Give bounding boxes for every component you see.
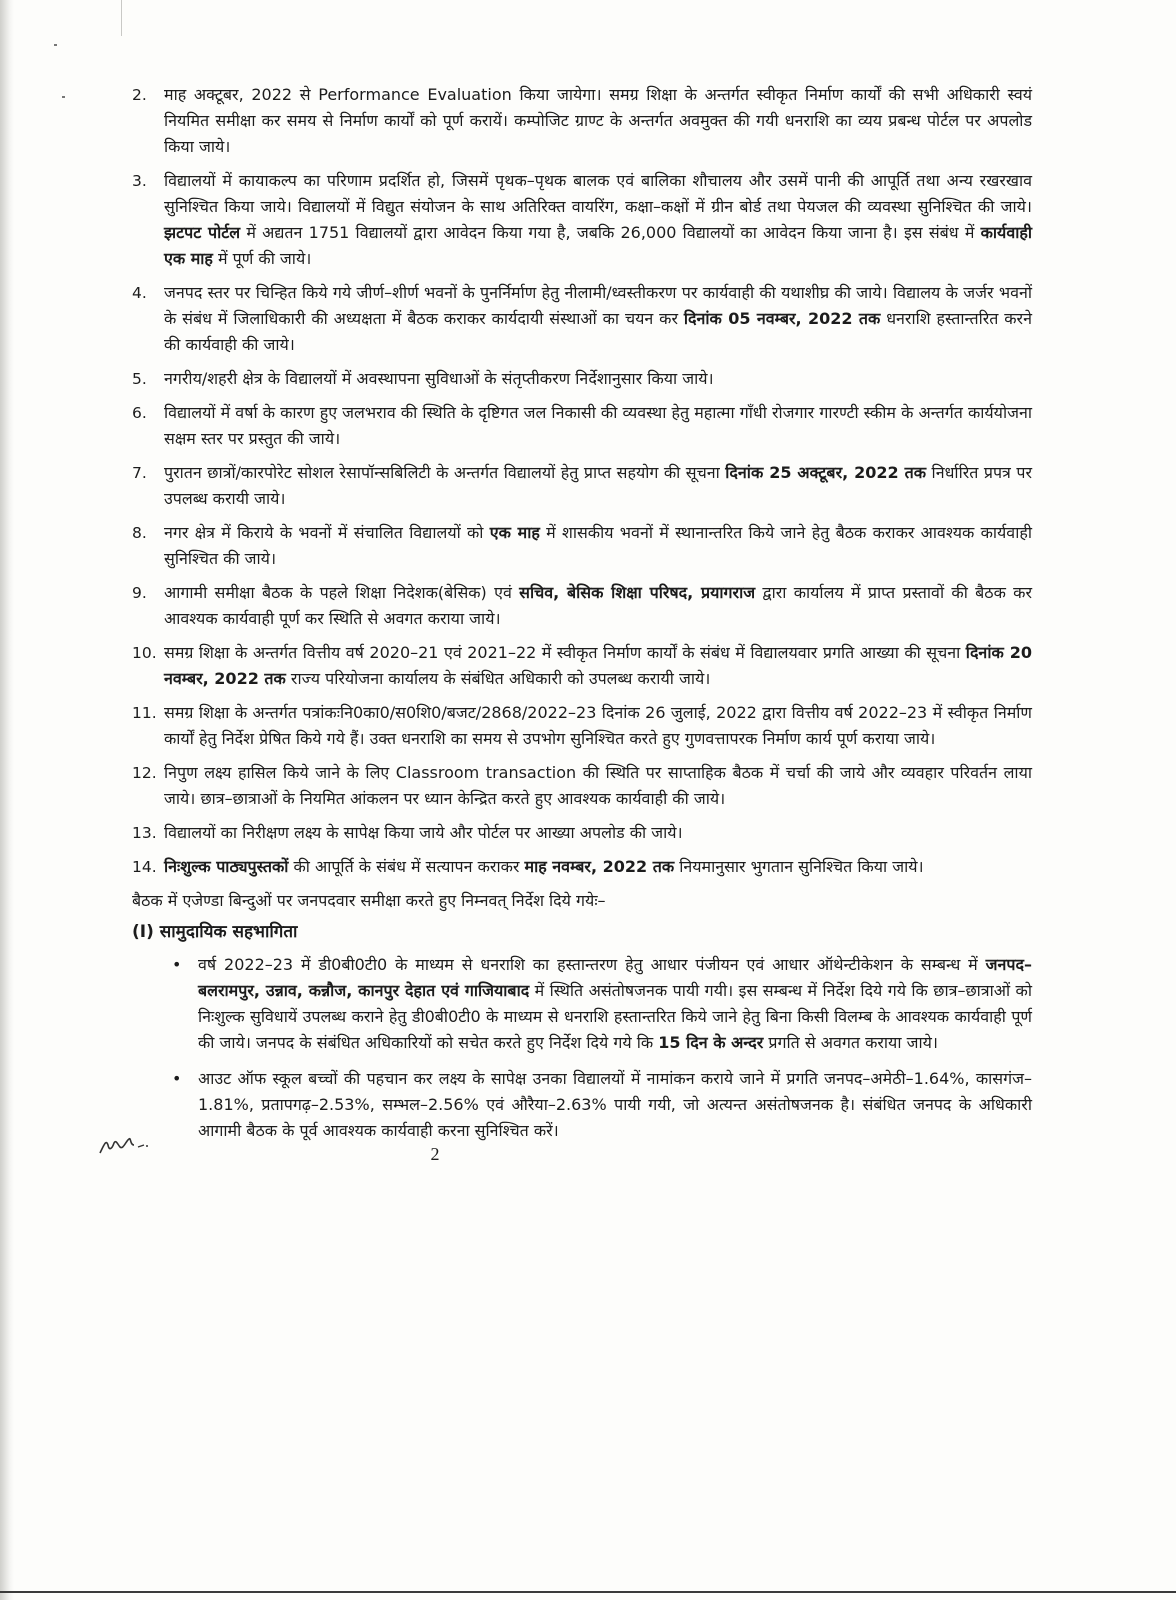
- text-run: में स्थिति असंतोषजनक पायी गयी। इस सम्बन्ध में निर्देश दिये गये कि छात्र–छात्राओं को निःशुल्क सुविधायें उपलब्ध कराने हेतु डी0बी0टी0 के माध्यम से धनराशि हस्तान्तरित किये जाने हेतु बिना किसी विलम्ब के आवश्यक कार्यवाही पूर्ण की जाये। जनपद के संबंधित अधिकारियों को सचेत करते हुए निर्देश दिये गये कि: [198, 981, 1032, 1052]
- text-run: वर्ष 2022–23 में डी0बी0टी0 के माध्यम से धनराशि का हस्तान्तरण हेतु आधार पंजीयन एवं आधार ऑथेन्टीकेशन के सम्बन्ध में: [198, 955, 986, 974]
- bold-text: एक माह: [489, 523, 540, 542]
- item-text: [164, 580, 1032, 632]
- text-run: राज्य परियोजना कार्यालय के संबंधित अधिकारी को उपलब्ध करायी जाये।: [285, 669, 711, 688]
- text-run: नियमानुसार भुगतान सुनिश्चित किया जाये।: [674, 857, 924, 876]
- text-run: निर्धारित प्रपत्र पर उपलब्ध करायी जाये।: [164, 463, 1032, 508]
- text-run: विद्यालयों में वर्षा के कारण हुए जलभराव की स्थिति के दृष्टिगत जल निकासी की व्यवस्था हेतु महात्मा गाँधी रोजगार गारण्टी स्कीम के अन्तर्गत कार्ययोजना सक्षम स्तर पर प्रस्तुत की जाये।: [164, 403, 1032, 448]
- text-run: विद्यालयों में कायाकल्प का परिणाम प्रदर्शित हो, जिसमें पृथक–पृथक बालक एवं बालिका शौचालय और उसमें पानी की आपूर्ति तथा अन्य रखरखाव सुनिश्चित किया जाये। विद्यालयों में विद्युत संयोजन के साथ अतिरिक्त वायरिंग, कक्षा–कक्षों में ग्रीन बोर्ड तथा पेयजल की व्यवस्था सुनिश्चित की जाये।: [164, 171, 1032, 216]
- text-run: माह अक्टूबर, 2022 से Performance Evaluation किया जायेगा। समग्र शिक्षा के अन्तर्गत स्वीकृत निर्माण कार्यों की सभी अधिकारी स्वयं नियमित समीक्षा कर समय से निर्माण कार्यों को पूर्ण करायें। कम्पोजिट ग्राण्ट के अन्तर्गत अवमुक्त की गयी धनराशि का व्यय प्रबन्ध पोर्टल पर अपलोड किया जाये।: [164, 85, 1032, 156]
- text-run: निपुण लक्ष्य हासिल किये जाने के लिए Classroom transaction की स्थिति पर साप्ताहिक बैठक में चर्चा की जाये और व्यवहार परिवर्तन लाया जाये। छात्र–छात्राओं के नियमित आंकलन पर ध्यान केन्द्रित करते हुए आवश्यक कार्यवाही की जाये।: [164, 763, 1032, 808]
- item-text: [164, 700, 1032, 752]
- bullet-text: [198, 952, 1032, 1056]
- directive-list: [132, 82, 1032, 880]
- list-item: [132, 168, 1032, 272]
- item-number: 2.: [132, 86, 147, 104]
- list-item: [132, 580, 1032, 632]
- list-item: [132, 854, 1032, 880]
- item-number: 3.: [132, 172, 147, 190]
- bold-text: सचिव, बेसिक शिक्षा परिषद, प्रयागराज: [519, 583, 756, 602]
- bold-text: झटपट पोर्टल: [164, 223, 241, 242]
- list-item: [132, 460, 1032, 512]
- item-text: [164, 366, 1032, 392]
- item-number: 12.: [132, 764, 157, 782]
- bold-text: दिनांक 05 नवम्बर, 2022 तक: [683, 309, 881, 328]
- list-item: [132, 400, 1032, 452]
- text-run: समग्र शिक्षा के अन्तर्गत वित्तीय वर्ष 2020–21 एवं 2021–22 में स्वीकृत निर्माण कार्यों के संबंध में विद्यालयवार प्रगति आख्या की सूचना: [164, 643, 966, 662]
- agenda-intro: बैठक में एजेण्डा बिन्दुओं पर जनपदवार समीक्षा करते हुए निम्नवत् निर्देश दिये गयेः–: [132, 891, 606, 910]
- item-number: 9.: [132, 584, 147, 602]
- text-run: जनपद स्तर पर चिन्हित किये गये जीर्ण–शीर्ण भवनों के पुनर्निर्माण हेतु नीलामी/ध्वस्तीकरण पर कार्यवाही की यथाशीघ्र की जाये। विद्यालय के जर्जर भवनों के संबंध में जिलाधिकारी की अध्यक्षता में बैठक कराकर कार्यदायी संस्थाओं का चयन कर: [164, 283, 1032, 328]
- list-item: [132, 640, 1032, 692]
- bold-text: माह नवम्बर, 2022 तक: [524, 857, 675, 876]
- bullet-list: [132, 952, 1032, 1144]
- list-item: [132, 280, 1032, 358]
- item-number: 7.: [132, 464, 147, 482]
- scan-edge-shadow: [0, 0, 14, 1600]
- list-item: [132, 82, 1032, 160]
- bold-text: दिनांक 20 नवम्बर, 2022 तक: [164, 643, 1032, 688]
- item-text: [164, 760, 1032, 812]
- text-run: की आपूर्ति के संबंध में सत्यापन कराकर: [288, 857, 525, 876]
- item-text: [164, 520, 1032, 572]
- item-number: 10.: [132, 644, 157, 662]
- item-number: 6.: [132, 404, 147, 422]
- section-heading: (I) सामुदायिक सहभागिता: [132, 922, 298, 942]
- text-run: में शासकीय भवनों में स्थानान्तरित किये जाने हेतु बैठक कराकर आवश्यक कार्यवाही सुनिश्चित की जाये।: [164, 523, 1032, 568]
- text-run: पुरातन छात्रों/कारपोरेट सोशल रेसापॉन्सबिलिटी के अन्तर्गत विद्यालयों हेतु प्राप्त सहयोग की सूचना: [164, 463, 726, 482]
- text-run: आगामी समीक्षा बैठक के पहले शिक्षा निदेशक(बेसिक) एवं: [164, 583, 520, 602]
- bullet-icon: •: [172, 1069, 182, 1088]
- text-run: नगरीय/शहरी क्षेत्र के विद्यालयों में अवस्थापना सुविधाओं के संतृप्तीकरण निर्देशानुसार किया जाये।: [164, 369, 714, 388]
- item-number: 5.: [132, 370, 147, 388]
- item-text: [164, 460, 1032, 512]
- item-number: 4.: [132, 284, 147, 302]
- text-run: धनराशि हस्तान्तरित करने की कार्यवाही की जाये।: [164, 309, 1032, 354]
- page-bottom-border: [0, 1591, 1176, 1593]
- item-text: [164, 168, 1032, 272]
- text-run: नगर क्षेत्र में किराये के भवनों में संचालित विद्यालयों को: [164, 523, 490, 542]
- list-item: [132, 760, 1032, 812]
- bullet-text: [198, 1066, 1032, 1144]
- text-run: द्वारा कार्यालय में प्राप्त प्रस्तावों की बैठक कर आवश्यक कार्यवाही पूर्ण कर स्थिति से अवगत कराया जाये।: [164, 583, 1032, 628]
- document-page: [132, 82, 1032, 1154]
- item-number: 8.: [132, 524, 147, 542]
- text-run: में अद्यतन 1751 विद्यालयों द्वारा आवेदन किया गया है, जबकि 26,000 विद्यालयों का आवेदन किया जाना है। इस संबंध में: [240, 223, 981, 242]
- item-text: [164, 854, 1032, 880]
- item-text: [164, 400, 1032, 452]
- bold-text: जनपद– बलरामपुर, उन्नाव, कन्नौज, कानपुर देहात एवं गाजियाबाद: [198, 955, 1032, 1000]
- bullet-item: [164, 952, 1032, 1056]
- bold-text: कार्यवाही एक माह: [164, 223, 1033, 268]
- item-number: 14.: [132, 858, 157, 876]
- item-text: [164, 82, 1032, 160]
- item-text: [164, 820, 1032, 846]
- scan-speck: [62, 96, 65, 98]
- text-run: विद्यालयों का निरीक्षण लक्ष्य के सापेक्ष किया जाये और पोर्टल पर आख्या अपलोड की जाये।: [164, 823, 683, 842]
- page-number: 2: [430, 1144, 440, 1164]
- scan-edge-line: [121, 0, 122, 36]
- bold-text: 15 दिन के अन्दर: [658, 1033, 764, 1052]
- item-number: 11.: [132, 704, 157, 722]
- item-text: [164, 280, 1032, 358]
- scan-speck: [54, 44, 57, 46]
- list-item: [132, 520, 1032, 572]
- bold-text: दिनांक 25 अक्टूबर, 2022 तक: [725, 463, 927, 482]
- text-run: आउट ऑफ स्कूल बच्चों की पहचान कर लक्ष्य के सापेक्ष उनका विद्यालयों में नामांकन कराये जाने में प्रगति जनपद–अमेठी–1.64%, कासगंज–1.81%, प्रतापगढ़–2.53%, सम्भल–2.56% एवं औरैया–2.63% पायी गयी, जो अत्यन्त असंतोषजनक है। संबंधित जनपद के अधिकारी आगामी बैठक के पूर्व आवश्यक कार्यवाही करना सुनिश्चित करें।: [198, 1069, 1032, 1140]
- text-run: प्रगति से अवगत कराया जाये।: [763, 1033, 938, 1052]
- item-number: 13.: [132, 824, 157, 842]
- text-run: में पूर्ण की जाये।: [212, 249, 312, 268]
- list-item: [132, 700, 1032, 752]
- item-text: [164, 640, 1032, 692]
- bullet-item: [164, 1066, 1032, 1144]
- text-run: समग्र शिक्षा के अन्तर्गत पत्रांकःनि0का0/स0शि0/बजट/2868/2022–23 दिनांक 26 जुलाई, 2022 द्वारा वित्तीय वर्ष 2022–23 में स्वीकृत निर्माण कार्यों हेतु निर्देश प्रेषित किये गये हैं। उक्त धनराशि का समय से उपभोग सुनिश्चित करते हुए गुणवत्तापरक निर्माण कार्य पूर्ण कराया जाये।: [164, 703, 1032, 748]
- bullet-icon: •: [172, 955, 182, 974]
- list-item: [132, 366, 1032, 392]
- list-item: [132, 820, 1032, 846]
- bold-text: निःशुल्क पाठ्यपुस्तकों: [164, 857, 289, 876]
